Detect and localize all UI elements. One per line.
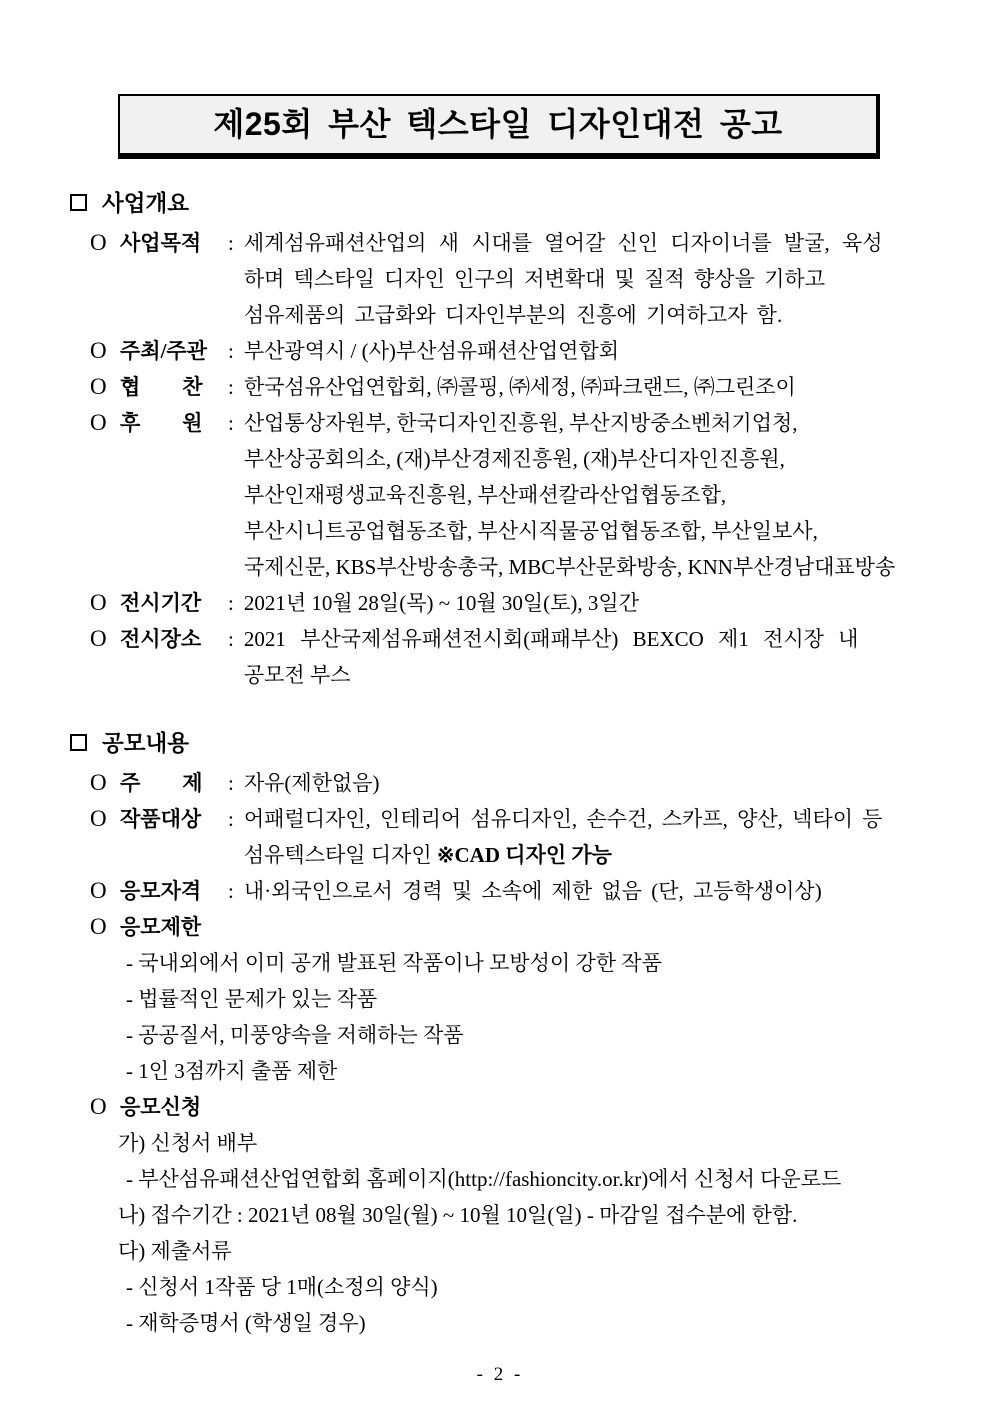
section-heading: 공모내용: [102, 731, 189, 756]
item-content: [244, 621, 934, 693]
item-colon: :: [228, 375, 234, 399]
item-label: 사업목적: [120, 231, 202, 255]
application-line: 나) 접수기간 : 2021년 08월 30일(월) ~ 10월 10일(일) - 마감일 접수분에 한함.: [118, 1203, 798, 1227]
item-line-text: 섬유텍스타일 디자인: [243, 843, 437, 867]
list-item-host: [66, 333, 934, 369]
item-colon: :: [228, 411, 234, 435]
item-content: [244, 225, 934, 333]
item-colon: :: [228, 591, 234, 615]
list-item-theme: [66, 765, 934, 801]
list-item-application: [66, 1089, 934, 1125]
application-line: - 재학증명서 (학생일 경우): [126, 1311, 366, 1335]
item-line: 한국섬유산업연합회, ㈜콜핑, ㈜세정, ㈜파크랜드, ㈜그린조이: [243, 375, 796, 399]
footer-page-number: - 2 -: [476, 1364, 524, 1385]
circle-bullet-icon: O: [90, 230, 107, 255]
item-line: 부산시니트공업협동조합, 부산시직물공업협동조합, 부산일보사,: [243, 519, 818, 543]
item-colon: :: [228, 231, 234, 255]
item-line: 내·외국인으로서 경력 및 소속에 제한 없음 (단, 고등학생이상): [243, 879, 822, 903]
item-label: 주최/주관: [120, 339, 207, 363]
item-content: [244, 765, 934, 801]
list-item-sponsor: [66, 369, 934, 405]
restriction-line: - 1인 3점까지 출품 제한: [126, 1059, 338, 1083]
item-content: [244, 369, 934, 405]
item-content: [244, 801, 934, 873]
item-colon: :: [228, 627, 234, 651]
application-line: 다) 제출서류: [118, 1239, 232, 1263]
circle-bullet-icon: O: [90, 374, 107, 399]
item-line: 어패럴디자인, 인테리어 섬유디자인, 손수건, 스카프, 양산, 넥타이 등: [243, 807, 883, 831]
section-heading-row: [66, 725, 934, 763]
item-label: 작품대상: [120, 807, 202, 831]
item-label: 협 찬: [120, 375, 203, 399]
circle-bullet-icon: O: [90, 770, 107, 795]
list-item-eligibility: [66, 873, 934, 909]
item-content: [244, 405, 934, 585]
item-line: 자유(제한없음): [243, 771, 380, 795]
application-line: 가) 신청서 배부: [118, 1131, 258, 1155]
item-label: 후 원: [120, 411, 203, 435]
circle-bullet-icon: O: [90, 590, 107, 615]
item-line: 세계섬유패션산업의 새 시대를 열어갈 신인 디자이너를 발굴, 육성: [243, 231, 883, 255]
item-colon: :: [228, 807, 234, 831]
list-item-exhibit-venue: [66, 621, 934, 693]
item-colon: :: [228, 771, 234, 795]
item-colon: :: [228, 339, 234, 363]
section-contest-details: [66, 725, 934, 1341]
item-content: [244, 873, 934, 909]
restriction-line: - 국내외에서 이미 공개 발표된 작품이나 모방성이 강한 작품: [126, 951, 662, 975]
item-line: 부산광역시 / (사)부산섬유패션산업연합회: [243, 339, 620, 363]
circle-bullet-icon: O: [90, 410, 107, 435]
square-bullet-icon: [70, 194, 87, 211]
item-line: [244, 837, 934, 873]
list-item-work-target: [66, 801, 934, 873]
item-line: 섬유제품의 고급화와 디자인부분의 진흥에 기여하고자 함.: [243, 303, 783, 327]
circle-bullet-icon: O: [90, 338, 107, 363]
item-content: [244, 333, 934, 369]
circle-bullet-icon: O: [90, 626, 107, 651]
circle-bullet-icon: O: [90, 914, 107, 939]
circle-bullet-icon: O: [90, 1094, 107, 1119]
item-label: 응모자격: [120, 879, 202, 903]
item-label: 주 제: [120, 771, 203, 795]
item-line: 2021 부산국제섬유패션전시회(패패부산) BEXCO 제1 전시장 내: [243, 627, 859, 651]
item-content: [244, 585, 934, 621]
item-line: 공모전 부스: [243, 663, 351, 687]
item-line: 국제신문, KBS부산방송총국, MBC부산문화방송, KNN부산경남대표방송: [243, 555, 896, 579]
item-line: 산업통상자원부, 한국디자인진흥원, 부산지방중소벤처기업청,: [243, 411, 798, 435]
square-bullet-icon: [70, 734, 87, 751]
page-title: 제25회 부산 텍스타일 디자인대전 공고: [213, 106, 783, 142]
list-item-support: [66, 405, 934, 585]
list-item-exhibit-period: [66, 585, 934, 621]
restriction-line: - 공공질서, 미풍양속을 저해하는 작품: [126, 1023, 464, 1047]
item-label: 응모제한: [120, 915, 202, 939]
item-line: 하며 텍스타일 디자인 인구의 저변확대 및 질적 향상을 기하고: [243, 267, 825, 291]
circle-bullet-icon: O: [90, 878, 107, 903]
list-item-purpose: [66, 225, 934, 333]
title-box: [118, 94, 880, 159]
section-heading: 사업개요: [102, 191, 189, 216]
item-label: 응모신청: [120, 1095, 202, 1119]
application-line: - 신청서 1작품 당 1매(소정의 양식): [126, 1275, 438, 1299]
item-colon: :: [228, 879, 234, 903]
application-line: - 부산섬유패션산업연합회 홈페이지(http://fashioncity.or.kr)에서 신청서 다운로드: [126, 1167, 842, 1191]
item-line: 부산인재평생교육진흥원, 부산패션칼라산업협동조합,: [243, 483, 727, 507]
item-line: 부산상공회의소, (재)부산경제진흥원, (재)부산디자인진흥원,: [243, 447, 785, 471]
item-line: 2021년 10월 28일(목) ~ 10월 30일(토), 3일간: [243, 591, 640, 615]
section-heading-row: [66, 185, 934, 223]
restriction-line: - 법률적인 문제가 있는 작품: [126, 987, 378, 1011]
list-item-restrictions: [66, 909, 934, 945]
item-label: 전시기간: [120, 591, 202, 615]
section-business-overview: [66, 185, 934, 693]
circle-bullet-icon: O: [90, 806, 107, 831]
item-label: 전시장소: [120, 627, 202, 651]
cad-allowed-note: ※CAD 디자인 가능: [436, 843, 612, 867]
